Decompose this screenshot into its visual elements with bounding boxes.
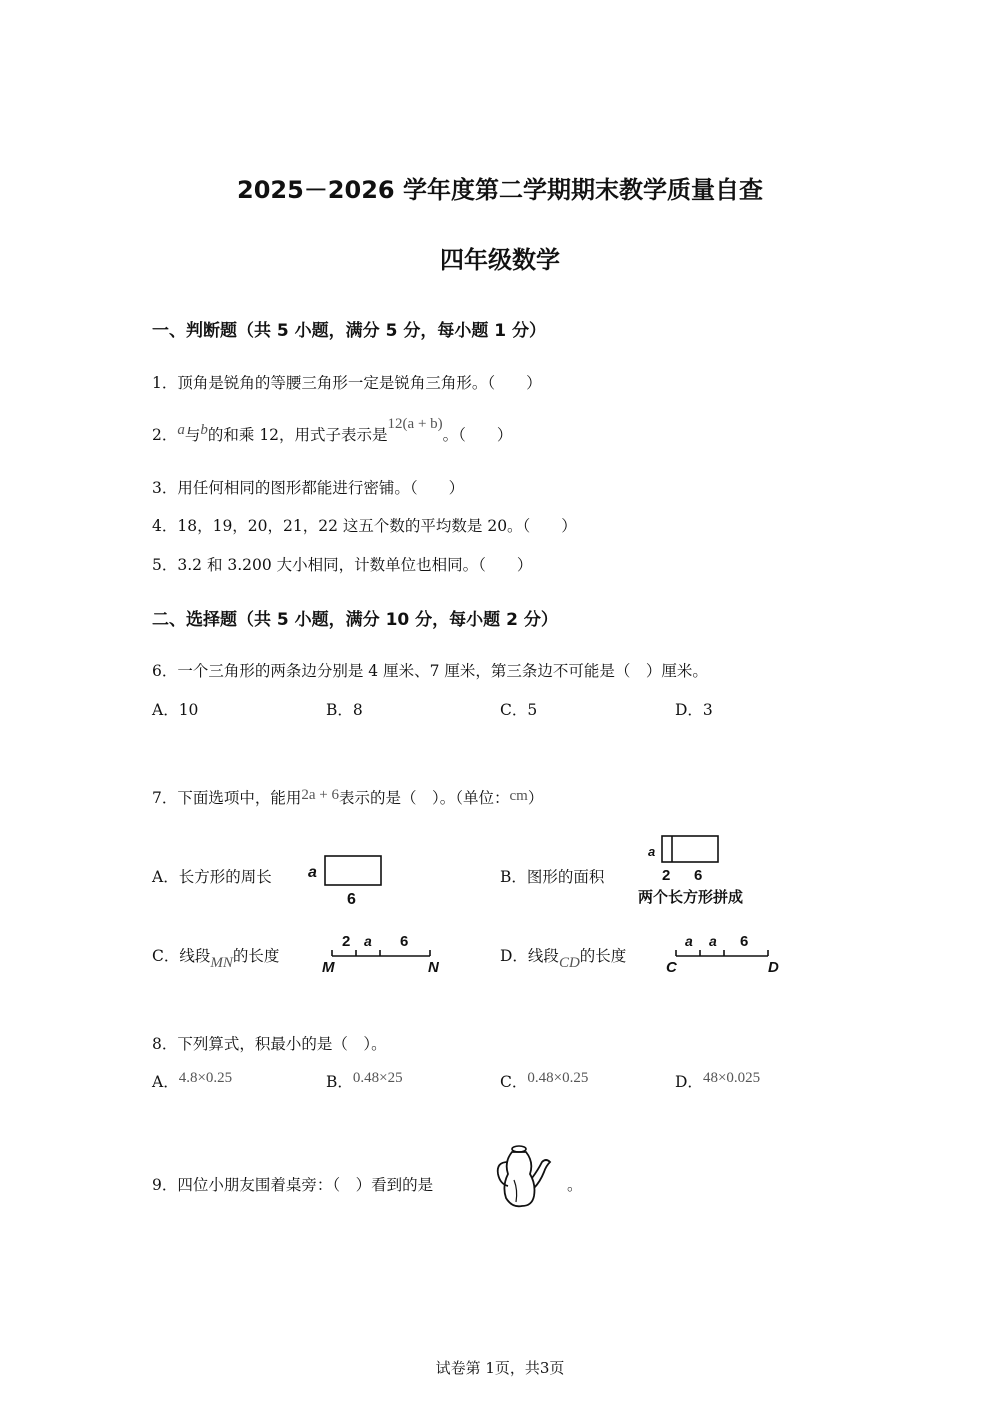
segment-mn: MN [210,955,233,971]
question-9: 9．四位小朋友围着桌旁：（ ）看到的是 [152,1176,434,1194]
fig-d-label-c: C [666,959,677,976]
q7-figure-d-segment-cd [662,930,792,978]
formula-2a6: 2a + 6 [301,787,339,803]
question-8: 8．下列算式，积最小的是（ ）。 [152,1035,387,1053]
q7-option-d-text2: 的长度 [579,947,627,965]
q8-option-c-label: C． [500,1073,528,1091]
question-2-text3: 。（ ） [442,426,513,444]
fig-d-label-6: 6 [740,933,749,950]
fig-b-label-6: 6 [694,867,703,884]
section-1-heading: 一、判断题（共 5 小题，满分 5 分，每小题 1 分） [152,321,546,341]
question-5: 5．3.2 和 3.200 大小相同，计数单位也相同。（ ） [152,556,533,574]
question-3: 3．用任何相同的图形都能进行密铺。（ ） [152,479,465,497]
question-2 [152,416,513,445]
question-7 [152,786,543,808]
q8-option-b-label: B． [326,1073,353,1091]
q8-option-b[interactable] [326,1070,403,1092]
question-7-text2: 表示的是（ ）。（单位： [339,789,510,807]
fig-c-label-2: 2 [342,933,351,950]
fig-b-label-a: a [648,844,656,859]
q8-option-a-label: A． [152,1073,179,1091]
q7-figure-a-rectangle [305,850,395,908]
question-4: 4．18，19，20，21，22 这五个数的平均数是 20。（ ） [152,517,577,535]
var-a: a [177,422,185,438]
formula-12ab: 12(a + b) [387,416,443,432]
question-9-end: 。 [567,1176,583,1194]
question-6: 6．一个三角形的两条边分别是 4 厘米、7 厘米，第三条边不可能是（ ）厘米。 [152,662,708,680]
fig-c-label-6: 6 [400,933,409,950]
fig-c-label-m: M [322,959,335,976]
q8-option-c-expr: 0.48×0.25 [527,1070,589,1086]
question-1: 1．顶角是锐角的等腰三角形一定是锐角三角形。（ ） [152,374,542,392]
fig-d-label-d: D [768,959,779,976]
question-7-text3: ） [527,789,544,807]
q8-option-d[interactable] [675,1070,760,1092]
question-2-text2: 的和乘 12，用式子表示是 [207,426,388,444]
q7-option-b[interactable]: B．图形的面积 [500,868,605,886]
q8-option-b-expr: 0.48×25 [352,1070,403,1086]
segment-cd: CD [558,955,580,971]
q8-option-d-label: D． [675,1073,703,1091]
q7-figure-c-segment-mn [318,930,448,978]
fig-b-caption: 两个长方形拼成 [638,889,744,906]
fig-d-label-a1: a [685,933,693,949]
fig-c-label-n: N [428,959,439,976]
fig-a-label-6: 6 [347,891,356,908]
q7-figure-b-two-rectangles [638,832,768,908]
q7-option-c[interactable] [152,944,280,971]
q6-option-b[interactable]: B．8 [326,701,363,719]
q8-option-c[interactable] [500,1070,588,1092]
q8-option-d-expr: 48×0.025 [702,1070,761,1086]
exam-title: 2025－2026 学年度第二学期期末教学质量自查 [237,176,763,204]
q8-option-a[interactable] [152,1070,232,1092]
fig-d-label-a2: a [709,933,717,949]
var-b: b [200,422,208,438]
fig-c-label-a: a [364,933,372,949]
fig-b-label-2: 2 [662,867,671,884]
q8-option-a-expr: 4.8×0.25 [178,1070,233,1086]
q6-option-a[interactable]: A．10 [152,701,199,719]
question-7-text1: 7．下面选项中，能用 [152,789,302,807]
q7-option-d[interactable] [500,944,627,971]
q7-option-c-text2: 的长度 [232,947,280,965]
q7-option-d-text1: D．线段 [500,947,559,965]
page-number: 试卷第 1页，共3页 [435,1359,565,1377]
question-2-num: 2． [152,426,178,444]
exam-subtitle: 四年级数学 [440,246,560,274]
section-2-heading: 二、选择题（共 5 小题，满分 10 分，每小题 2 分） [152,610,558,630]
teapot-icon [492,1140,554,1210]
q7-option-c-text1: C．线段 [152,947,211,965]
q6-option-c[interactable]: C．5 [500,701,538,719]
q6-option-d[interactable]: D．3 [675,701,713,719]
question-2-text1: 与 [184,426,201,444]
unit-cm: cm [509,788,528,804]
q7-option-a[interactable]: A．长方形的周长 [152,868,272,886]
fig-a-label-a: a [308,864,317,881]
